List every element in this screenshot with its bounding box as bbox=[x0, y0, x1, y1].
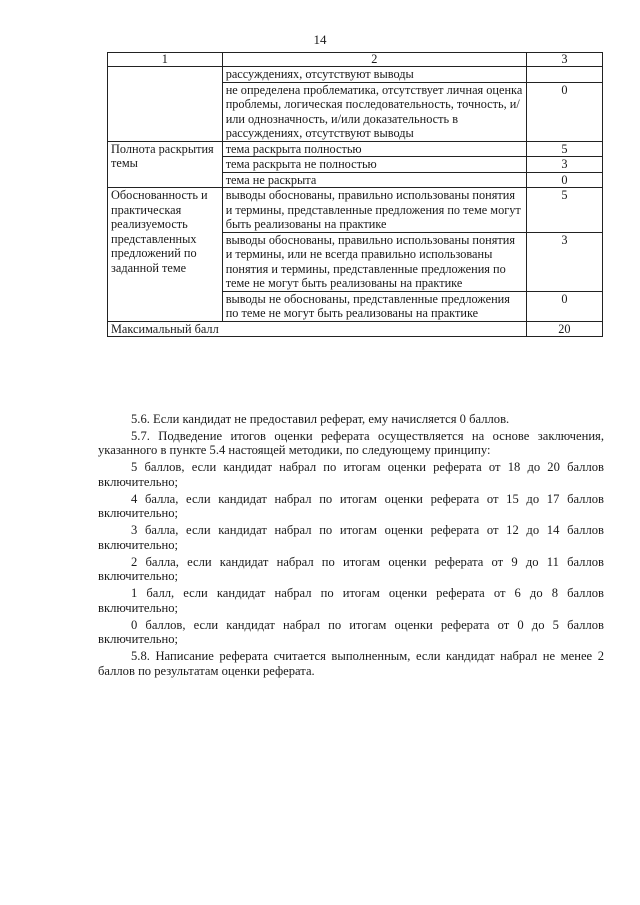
criterion-cell: Полнота раскрытия темы bbox=[108, 141, 223, 188]
score-cell: 0 bbox=[526, 291, 602, 321]
list-item: 0 баллов, если кандидат набрал по итогам оценки реферата от 0 до 5 баллов включительно; bbox=[98, 617, 604, 647]
score-cell: 0 bbox=[526, 172, 602, 188]
total-value: 20 bbox=[526, 321, 602, 337]
table-row bbox=[108, 188, 603, 233]
paragraph-5-8: 5.8. Написание реферата считается выполненным, если кандидат набрал не менее 2 баллов по результатам оценки реферата. bbox=[98, 649, 604, 678]
column-header-2: 2 bbox=[222, 53, 526, 67]
list-item: 1 балл, если кандидат набрал по итогам оценки реферата от 6 до 8 баллов включительно; bbox=[98, 586, 604, 615]
page-number: 14 bbox=[313, 32, 327, 47]
table-row bbox=[108, 67, 603, 83]
column-header-1: 1 bbox=[108, 53, 223, 67]
list-item: 2 балла, если кандидат набрал по итогам оценки реферата от 9 до 11 баллов включительно; bbox=[98, 554, 604, 584]
description-cell: тема не раскрыта bbox=[222, 172, 526, 188]
body-text bbox=[98, 412, 604, 681]
paragraph-5-6: 5.6. Если кандидат не предоставил реферат, ему начисляется 0 баллов. bbox=[131, 412, 510, 426]
criterion-cell-continued bbox=[108, 67, 223, 142]
table-row bbox=[108, 141, 603, 157]
table-header-row bbox=[108, 53, 603, 67]
rubric-table bbox=[107, 52, 603, 337]
score-cell-empty bbox=[526, 67, 602, 83]
description-cell: не определена проблематика, отсутствует личная оценка проблемы, логическая последовательность, точность, и/или однозначность, и/или доказательность в рассуждениях, отсутствуют выводы bbox=[222, 82, 526, 141]
score-cell: 3 bbox=[526, 157, 602, 173]
description-cell: выводы обоснованы, правильно использованы понятия и термины, или не всегда правильно использованы понятия и термины, представленные предложения по теме не могут быть реализованы на практике bbox=[222, 232, 526, 291]
description-cell: выводы не обоснованы, представленные предложения по теме не могут быть реализованы на практике bbox=[222, 291, 526, 321]
score-cell: 3 bbox=[526, 232, 602, 291]
criterion-cell: Обоснованность и практическая реализуемость представленных предложений по заданной теме bbox=[108, 188, 223, 322]
column-header-3: 3 bbox=[526, 53, 602, 67]
total-row bbox=[108, 321, 603, 337]
description-cell: выводы обоснованы, правильно использованы понятия и термины, представленные предложения по теме могут быть реализованы на практике bbox=[222, 188, 526, 233]
paragraph-5-7: 5.7. Подведение итогов оценки реферата осуществляется на основе заключения, указанного в пункте 5.4 настоящей методики, по следующему принципу: bbox=[98, 428, 604, 458]
list-item: 4 балла, если кандидат набрал по итогам оценки реферата от 15 до 17 баллов включительно; bbox=[98, 491, 604, 521]
description-cell: рассуждениях, отсутствуют выводы bbox=[222, 67, 526, 83]
list-item: 3 балла, если кандидат набрал по итогам оценки реферата от 12 до 14 баллов включительно; bbox=[98, 523, 604, 552]
list-item: 5 баллов, если кандидат набрал по итогам оценки реферата от 18 до 20 баллов включительно; bbox=[98, 460, 604, 489]
description-cell: тема раскрыта не полностью bbox=[222, 157, 526, 173]
score-cell: 5 bbox=[526, 188, 602, 233]
score-cell: 0 bbox=[526, 82, 602, 141]
description-cell: тема раскрыта полностью bbox=[222, 141, 526, 157]
score-cell: 5 bbox=[526, 141, 602, 157]
total-label: Максимальный балл bbox=[108, 321, 527, 337]
